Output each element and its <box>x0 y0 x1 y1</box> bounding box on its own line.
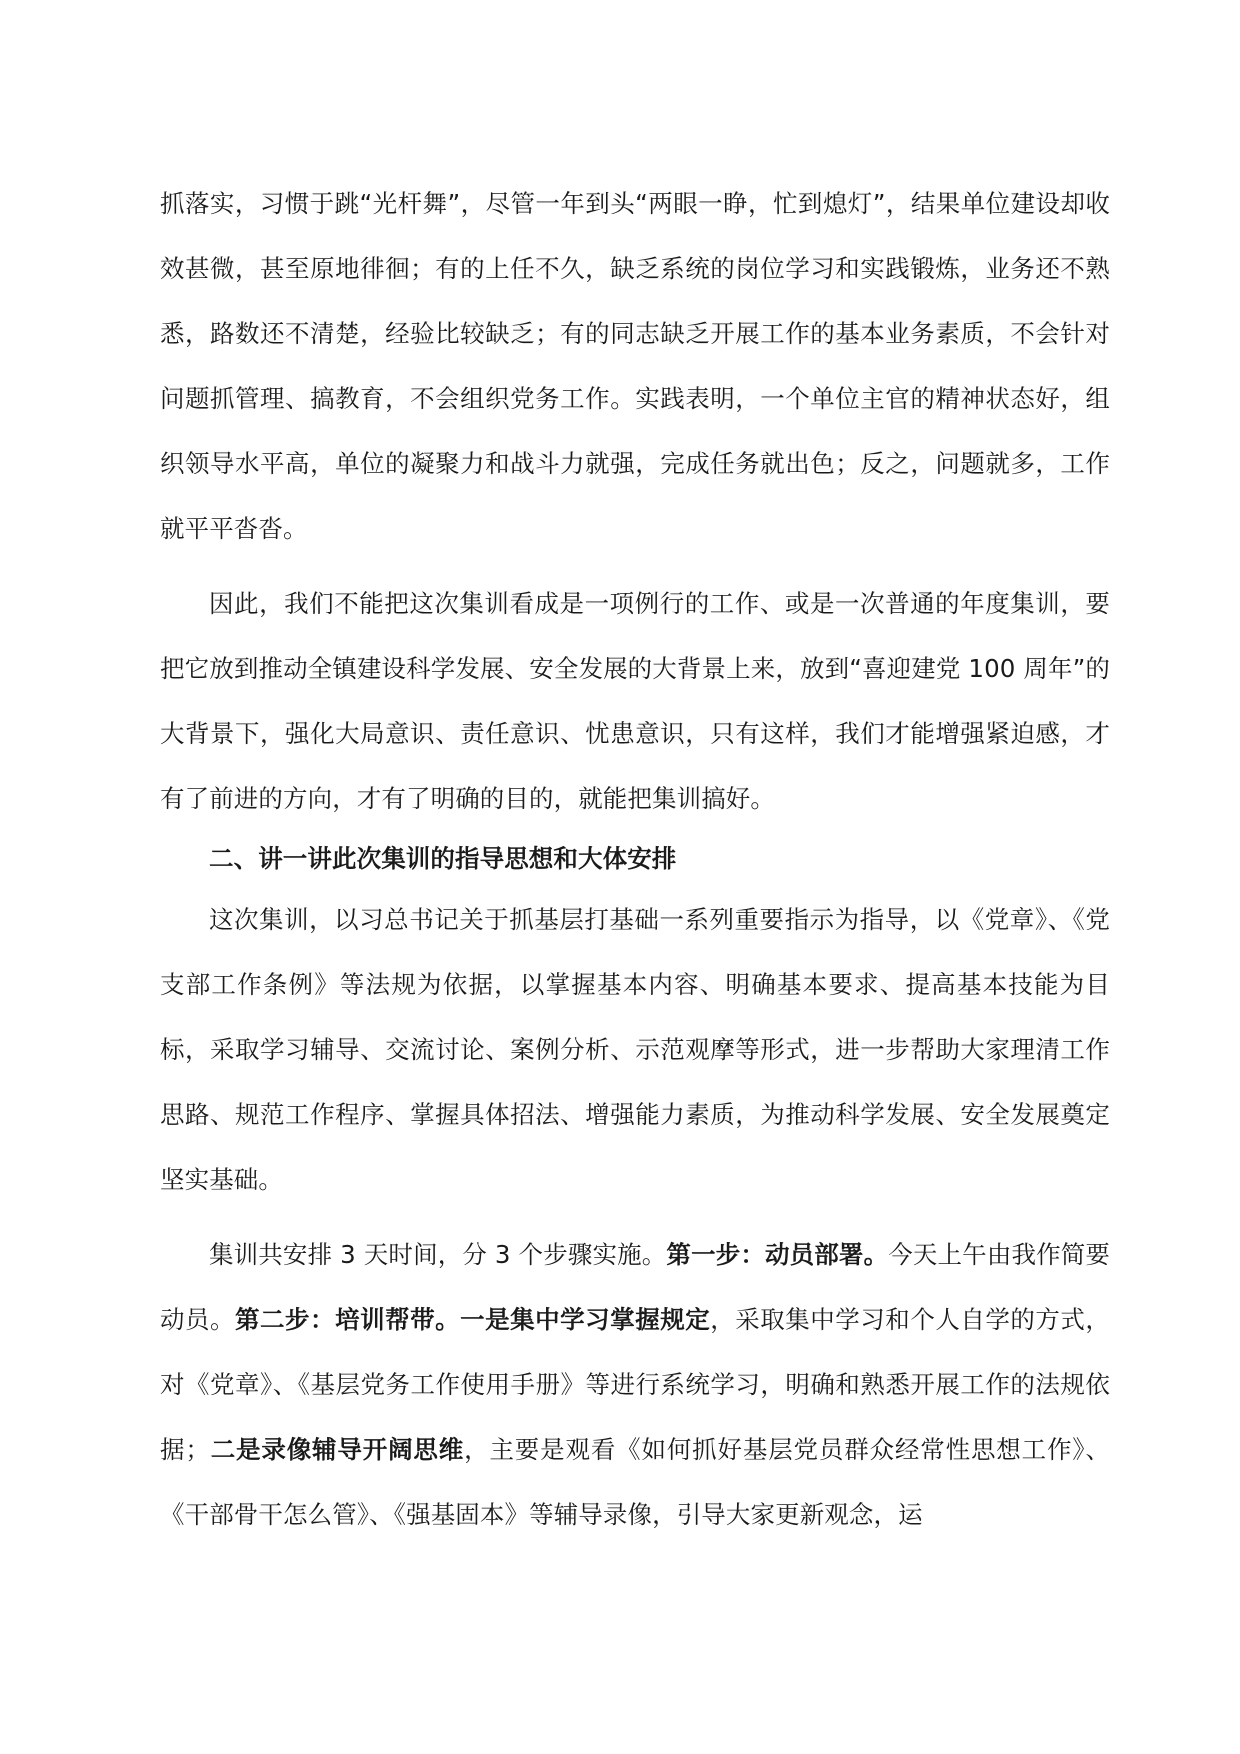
document-body <box>160 171 1110 1547</box>
step-one-text: 今天上午由我作简要动员。 <box>160 1240 1110 1334</box>
item-one-text: ，采取集中学习和个人自学的方式，对《党章》、《基层党务工作使用手册》等进行系统学习，明确和熟悉开展工作的法规依据； <box>160 1305 1110 1464</box>
item-one-label: 一是集中学习掌握规定 <box>460 1305 711 1334</box>
step-one-label: 第一步：动员部署。 <box>666 1240 889 1269</box>
step-two-label: 第二步：培训帮带。 <box>235 1305 461 1334</box>
item-two-label: 二是录像辅导开阔思维 <box>209 1435 465 1464</box>
section-heading: 二、讲一讲此次集训的指导思想和大体安排 <box>209 844 677 873</box>
paragraph-schedule <box>160 1222 1110 1547</box>
schedule-intro-text: 集训共安排 3 天时间，分 3 个步骤实施。 <box>209 1240 667 1269</box>
paragraph-therefore: 因此，我们不能把这次集训看成是一项例行的工作、或是一次普通的年度集训，要把它放到推动全镇建设科学发展、安全发展的大背景上来，放到“喜迎建党 100 周年”的大背景下，强化大局意识、责任意识、忧患意识，只有这样，我们才能增强紧迫感，才有了前进的方向，才有了明确的目的，就能把集训搞好。 <box>160 589 1110 813</box>
paragraph-guiding-thought: 这次集训，以习总书记关于抓基层打基础一系列重要指示为指导，以《党章》、《党支部工作条例》等法规为依据，以掌握基本内容、明确基本要求、提高基本技能为目标，采取学习辅导、交流讨论、案例分析、示范观摩等形式，进一步帮助大家理清工作思路、规范工作程序、掌握具体招法、增强能力素质，为推动科学发展、安全发展奠定坚实基础。 <box>160 905 1110 1194</box>
item-two-text: ，主要是观看《如何抓好基层党员群众经常性思想工作》、《干部骨干怎么管》、《强基固本》等辅导录像，引导大家更新观念，运 <box>160 1435 1110 1529</box>
paragraph-continuation: 抓落实，习惯于跳“光杆舞”，尽管一年到头“两眼一睁，忙到熄灯”，结果单位建设却收效甚微，甚至原地徘徊；有的上任不久，缺乏系统的岗位学习和实践锻炼，业务还不熟悉，路数还不清楚，经验比较缺乏；有的同志缺乏开展工作的基本业务素质，不会针对问题抓管理、搞教育，不会组织党务工作。实践表明，一个单位主官的精神状态好，组织领导水平高，单位的凝聚力和战斗力就强，完成任务就出色；反之，问题就多，工作就平平沓沓。 <box>160 189 1110 543</box>
